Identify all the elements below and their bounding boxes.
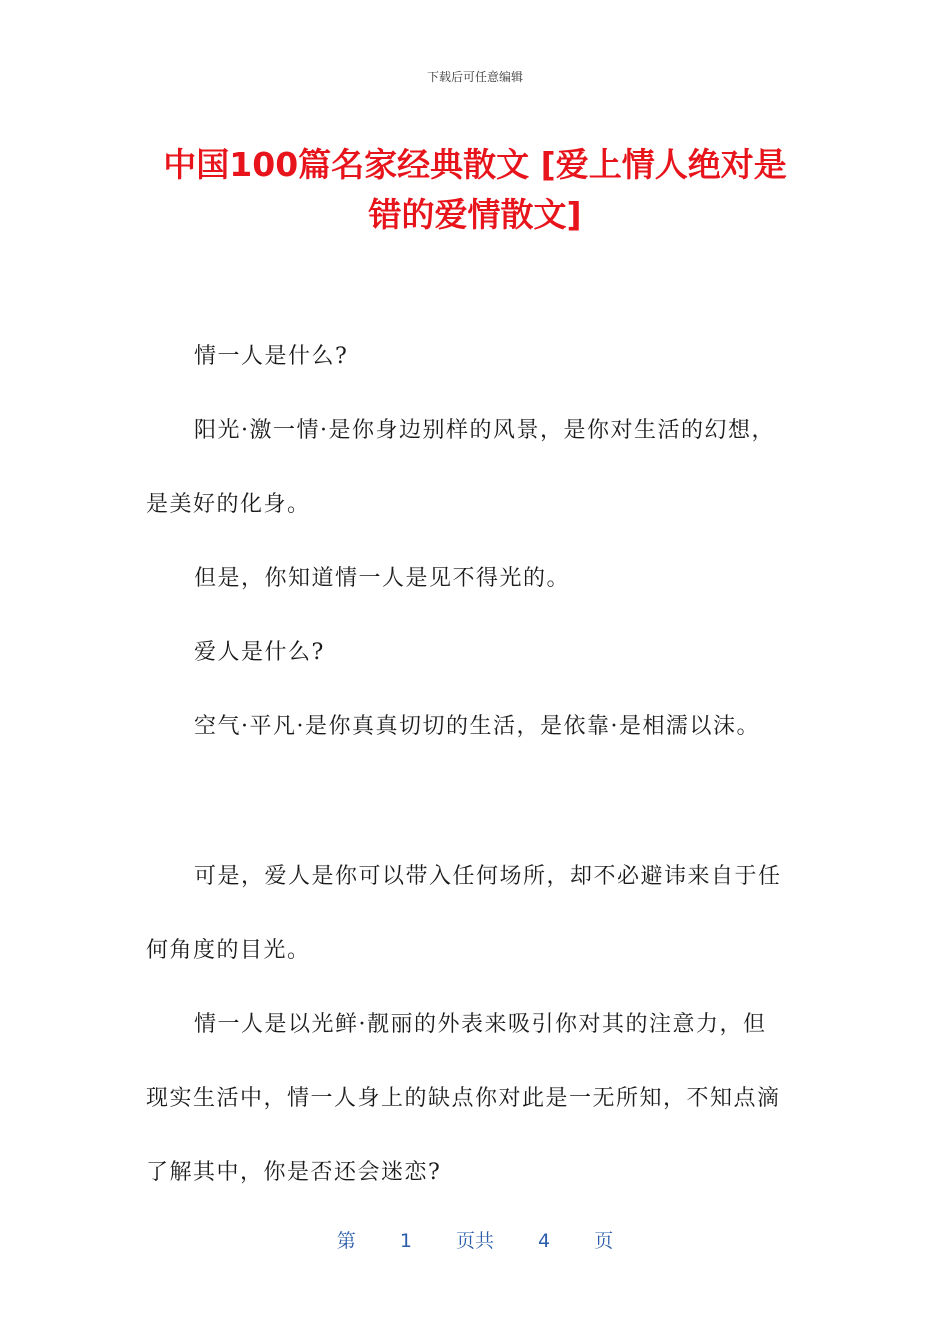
footer-total-pages: 4 (538, 1230, 551, 1252)
header-note: 下载后可任意编辑 (426, 70, 523, 84)
footer-label-of: 页共 (455, 1230, 494, 1252)
paragraph-line: 是美好的化身。 (146, 492, 311, 517)
paragraph-line: 阳光·激一情·是你身边别样的风景，是你对生活的幻想， (194, 418, 775, 443)
footer-current-page: 1 (399, 1230, 412, 1252)
page-footer (0, 1226, 950, 1253)
title-line-2: 错的爱情散文] (368, 195, 582, 234)
paragraph-line: 情一人是以光鲜·靓丽的外表来吸引你对其的注意力，但 (194, 1012, 767, 1037)
footer-label-end: 页 (594, 1230, 614, 1252)
paragraph-line: 了解其中，你是否还会迷恋? (146, 1160, 442, 1185)
paragraph-line: 情一人是什么? (194, 344, 349, 369)
paragraph-line: 可是，爱人是你可以带入任何场所，却不必避讳来自于任 (194, 864, 782, 889)
paragraph-line: 但是，你知道情一人是见不得光的。 (194, 566, 571, 591)
paragraph-line: 何角度的目光。 (146, 938, 311, 963)
footer-label-page: 第 (336, 1230, 356, 1252)
paragraph-line: 现实生活中，情一人身上的缺点你对此是一无所知，不知点滴 (146, 1086, 781, 1111)
paragraph-spacer (146, 764, 806, 840)
document-body (146, 320, 806, 1210)
paragraph-line: 爱人是什么? (194, 640, 325, 665)
paragraph-line: 空气·平凡·是你真真切切的生活，是依靠·是相濡以沫。 (194, 714, 760, 739)
title-line-1: 中国100篇名家经典散文 [爱上情人绝对是 (163, 145, 787, 184)
document-title (140, 140, 810, 240)
